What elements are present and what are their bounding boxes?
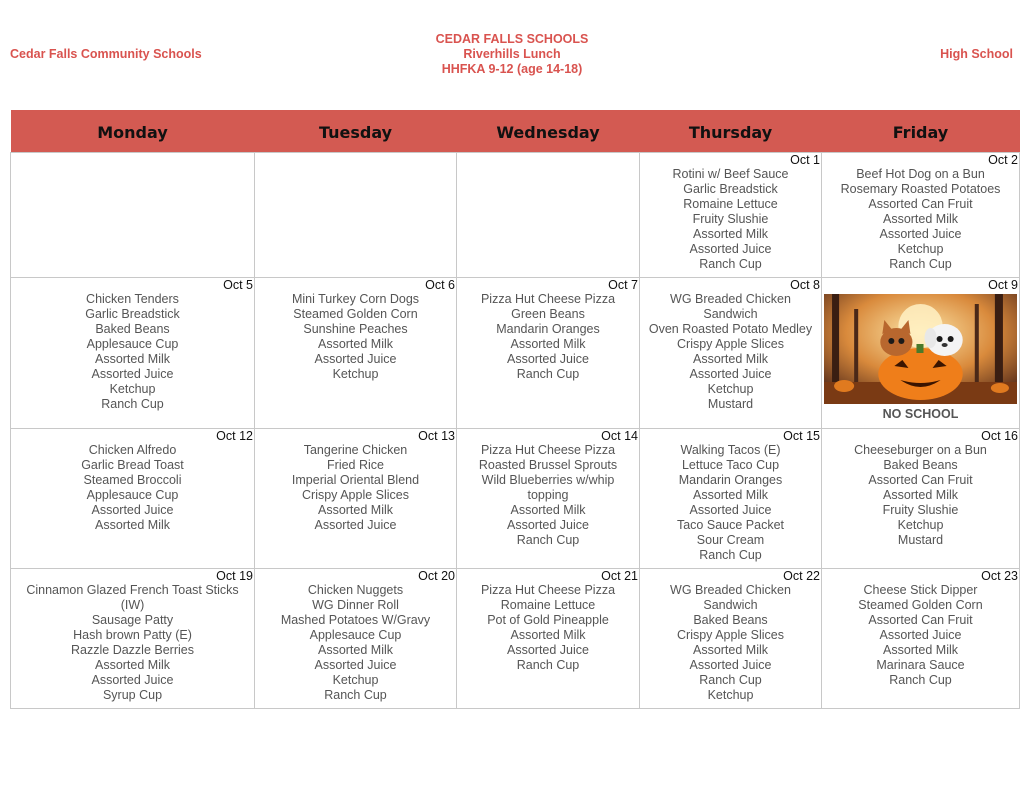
menu-item: Sour Cream <box>696 533 765 547</box>
menu-item: Assorted Juice <box>689 658 772 672</box>
menu-item: Romaine Lettuce <box>500 598 596 612</box>
menu-item: Assorted Can Fruit <box>868 197 973 211</box>
menu-title-line1: CEDAR FALLS SCHOOLS <box>435 32 589 46</box>
weekday-wednesday: Wednesday <box>457 110 640 153</box>
menu-item: Fried Rice <box>327 458 384 472</box>
menu-item: Imperial Oriental Blend <box>291 473 420 487</box>
day-date: Oct 6 <box>425 278 455 292</box>
menu-item: Applesauce Cup <box>86 337 179 351</box>
menu-item: Chicken Nuggets <box>307 583 404 597</box>
day-date: Oct 19 <box>216 569 253 583</box>
menu-item: Assorted Juice <box>689 367 772 381</box>
menu-item: Rosemary Roasted Potatoes <box>840 182 1001 196</box>
day-cell-tuesday <box>255 278 457 429</box>
menu-item: Ketchup <box>332 673 379 687</box>
menu-item: Assorted Milk <box>510 503 586 517</box>
day-date: Oct 15 <box>783 429 820 443</box>
day-date: Oct 5 <box>223 278 253 292</box>
menu-item: Assorted Juice <box>314 518 397 532</box>
menu-item: Hash brown Patty (E) <box>73 628 192 642</box>
day-cell-wednesday <box>457 153 640 278</box>
menu-item: Mandarin Oranges <box>496 322 600 336</box>
menu-item: Baked Beans <box>883 458 958 472</box>
weekday-monday: Monday <box>11 110 255 153</box>
day-cell-tuesday <box>255 569 457 709</box>
menu-item: Steamed Broccoli <box>83 473 182 487</box>
menu-item: Ranch Cup <box>699 548 762 562</box>
menu-title-line2: Riverhills Lunch <box>463 47 561 61</box>
menu-item: Ranch Cup <box>889 673 952 687</box>
menu-item: Assorted Juice <box>689 503 772 517</box>
menu-item: Garlic Breadstick <box>85 307 180 321</box>
menu-item: Assorted Juice <box>507 518 589 532</box>
menu-calendar <box>10 110 1020 709</box>
menu-item: Sandwich <box>703 307 758 321</box>
day-date: Oct 13 <box>418 429 455 443</box>
day-date: Oct 22 <box>783 569 820 583</box>
menu-item: Assorted Milk <box>882 212 959 226</box>
menu-item: Ketchup <box>707 382 754 396</box>
menu-item: Ranch Cup <box>889 257 952 271</box>
menu-item: Razzle Dazzle Berries <box>71 643 194 657</box>
menu-title <box>362 32 662 77</box>
menu-item: Ranch Cup <box>516 367 580 381</box>
menu-item: WG Breaded Chicken <box>670 583 791 597</box>
menu-item: Mustard <box>707 397 754 411</box>
menu-item: Chicken Tenders <box>86 292 179 306</box>
menu-item: Pizza Hut Cheese Pizza <box>480 292 616 306</box>
menu-item: Ketchup <box>897 518 944 532</box>
weekday-header-row <box>11 110 1020 153</box>
day-date: Oct 21 <box>601 569 638 583</box>
menu-item: Beef Hot Dog on a Bun <box>856 167 985 181</box>
menu-item: Applesauce Cup <box>309 628 402 642</box>
menu-item: Assorted Milk <box>317 643 394 657</box>
day-cell-friday <box>822 429 1020 569</box>
day-date: Oct 1 <box>790 153 820 167</box>
menu-item: Ketchup <box>332 367 379 381</box>
day-date: Oct 20 <box>418 569 455 583</box>
menu-item: Assorted Juice <box>507 352 589 366</box>
week-row <box>11 153 1020 278</box>
menu-item: Assorted Juice <box>314 352 397 366</box>
week-row <box>11 429 1020 569</box>
menu-item: Crispy Apple Slices <box>677 337 784 351</box>
day-date <box>457 153 639 167</box>
menu-item: Assorted Milk <box>317 337 394 351</box>
menu-item: Romaine Lettuce <box>683 197 778 211</box>
day-date: Oct 23 <box>981 569 1018 583</box>
day-date: Oct 7 <box>608 278 638 292</box>
menu-item: Ranch Cup <box>324 688 387 702</box>
day-cell-wednesday <box>457 569 640 709</box>
menu-item: Sunshine Peaches <box>303 322 408 336</box>
day-date <box>255 153 456 167</box>
menu-item: Ketchup <box>897 242 944 256</box>
menu-item: Assorted Milk <box>510 628 586 642</box>
menu-item: Assorted Milk <box>692 227 769 241</box>
menu-item: Assorted Milk <box>692 643 769 657</box>
menu-item: Assorted Juice <box>689 242 772 256</box>
menu-item: Pot of Gold Pineapple <box>487 613 609 627</box>
school-level: High School <box>940 47 1013 61</box>
menu-item: Cheeseburger on a Bun <box>854 443 987 457</box>
weekday-tuesday: Tuesday <box>255 110 457 153</box>
menu-item: Assorted Can Fruit <box>868 473 973 487</box>
day-cell-friday <box>822 278 1020 429</box>
menu-item: Baked Beans <box>693 613 768 627</box>
day-cell-thursday <box>640 569 822 709</box>
menu-item: Cinnamon Glazed French Toast Sticks <box>26 583 239 597</box>
menu-item: Marinara Sauce <box>876 658 965 672</box>
menu-item: Assorted Juice <box>314 658 397 672</box>
day-date: Oct 12 <box>216 429 253 443</box>
day-cell-wednesday <box>457 278 640 429</box>
menu-item: Mini Turkey Corn Dogs <box>291 292 420 306</box>
menu-item: Ketchup <box>109 382 156 396</box>
menu-item: Steamed Golden Corn <box>293 307 418 321</box>
menu-item: Applesauce Cup <box>86 488 179 502</box>
day-date: Oct 2 <box>988 153 1018 167</box>
menu-item: Assorted Juice <box>879 227 962 241</box>
menu-item: Assorted Can Fruit <box>868 613 973 627</box>
menu-item: Wild Blueberries w/whip <box>481 473 615 487</box>
menu-item: Tangerine Chicken <box>303 443 408 457</box>
menu-item: Walking Tacos (E) <box>680 443 781 457</box>
menu-item: Garlic Bread Toast <box>81 458 184 472</box>
menu-item: Syrup Cup <box>102 688 163 702</box>
day-cell-friday <box>822 569 1020 709</box>
day-date: Oct 14 <box>601 429 638 443</box>
menu-item: Assorted Milk <box>692 488 769 502</box>
menu-item: Ranch Cup <box>516 658 580 672</box>
menu-item: Sausage Patty <box>91 613 174 627</box>
menu-item: Ketchup <box>707 688 754 702</box>
day-cell-tuesday <box>255 429 457 569</box>
menu-item: Oven Roasted Potato Medley <box>648 322 813 336</box>
menu-item: Assorted Milk <box>94 518 171 532</box>
menu-item: Assorted Milk <box>317 503 394 517</box>
day-cell-monday <box>11 569 255 709</box>
menu-item: topping <box>527 488 569 502</box>
menu-item: Assorted Milk <box>882 488 959 502</box>
weekday-friday: Friday <box>822 110 1020 153</box>
week-row <box>11 569 1020 709</box>
day-cell-wednesday <box>457 429 640 569</box>
day-date: Oct 9 <box>988 278 1018 292</box>
menu-item: Assorted Milk <box>510 337 586 351</box>
menu-item: Assorted Juice <box>91 367 174 381</box>
menu-item: WG Breaded Chicken <box>670 292 791 306</box>
menu-item: Pizza Hut Cheese Pizza <box>480 443 616 457</box>
menu-item: Roasted Brussel Sprouts <box>478 458 618 472</box>
menu-item: Sandwich <box>703 598 758 612</box>
menu-item: Green Beans <box>511 307 585 321</box>
day-cell-friday <box>822 153 1020 278</box>
menu-item: Ranch Cup <box>699 257 762 271</box>
menu-item: Ranch Cup <box>699 673 762 687</box>
menu-item: (IW) <box>120 598 145 612</box>
menu-item: Mandarin Oranges <box>678 473 783 487</box>
day-date: Oct 8 <box>790 278 820 292</box>
district-name: Cedar Falls Community Schools <box>10 47 202 61</box>
day-date: Oct 16 <box>981 429 1018 443</box>
menu-item: Assorted Juice <box>507 643 589 657</box>
menu-item: Fruity Slushie <box>882 503 959 517</box>
menu-item: WG Dinner Roll <box>312 598 399 612</box>
menu-item: Steamed Golden Corn <box>858 598 983 612</box>
weekday-thursday: Thursday <box>640 110 822 153</box>
day-cell-thursday <box>640 153 822 278</box>
day-date <box>11 153 254 167</box>
menu-item: Assorted Milk <box>882 643 959 657</box>
menu-item: Rotini w/ Beef Sauce <box>672 167 789 181</box>
menu-item: Assorted Milk <box>692 352 769 366</box>
no-school-label: NO SCHOOL <box>882 407 959 421</box>
menu-item: Crispy Apple Slices <box>677 628 784 642</box>
menu-item: Ranch Cup <box>516 533 580 547</box>
menu-item: Garlic Breadstick <box>683 182 778 196</box>
day-cell-monday <box>11 429 255 569</box>
day-cell-monday <box>11 153 255 278</box>
menu-item: Mustard <box>897 533 944 547</box>
menu-item: Lettuce Taco Cup <box>681 458 780 472</box>
day-cell-tuesday <box>255 153 457 278</box>
menu-item: Assorted Milk <box>94 658 171 672</box>
day-cell-monday <box>11 278 255 429</box>
menu-item: Taco Sauce Packet <box>676 518 784 532</box>
menu-item: Cheese Stick Dipper <box>863 583 978 597</box>
menu-item: Fruity Slushie <box>692 212 769 226</box>
day-cell-thursday <box>640 429 822 569</box>
menu-item: Assorted Juice <box>91 503 174 517</box>
menu-item: Baked Beans <box>95 322 170 336</box>
menu-item: Chicken Alfredo <box>88 443 177 457</box>
menu-item: Assorted Juice <box>879 628 962 642</box>
menu-item: Ranch Cup <box>101 397 164 411</box>
menu-item: Pizza Hut Cheese Pizza <box>480 583 616 597</box>
menu-item: Assorted Milk <box>94 352 171 366</box>
menu-item: Mashed Potatoes W/Gravy <box>280 613 431 627</box>
menu-item: Crispy Apple Slices <box>302 488 409 502</box>
menu-item: Assorted Juice <box>91 673 174 687</box>
menu-title-line3: HHFKA 9-12 (age 14-18) <box>441 62 583 76</box>
week-row <box>11 278 1020 429</box>
day-cell-thursday <box>640 278 822 429</box>
halloween-illustration <box>824 294 1017 404</box>
